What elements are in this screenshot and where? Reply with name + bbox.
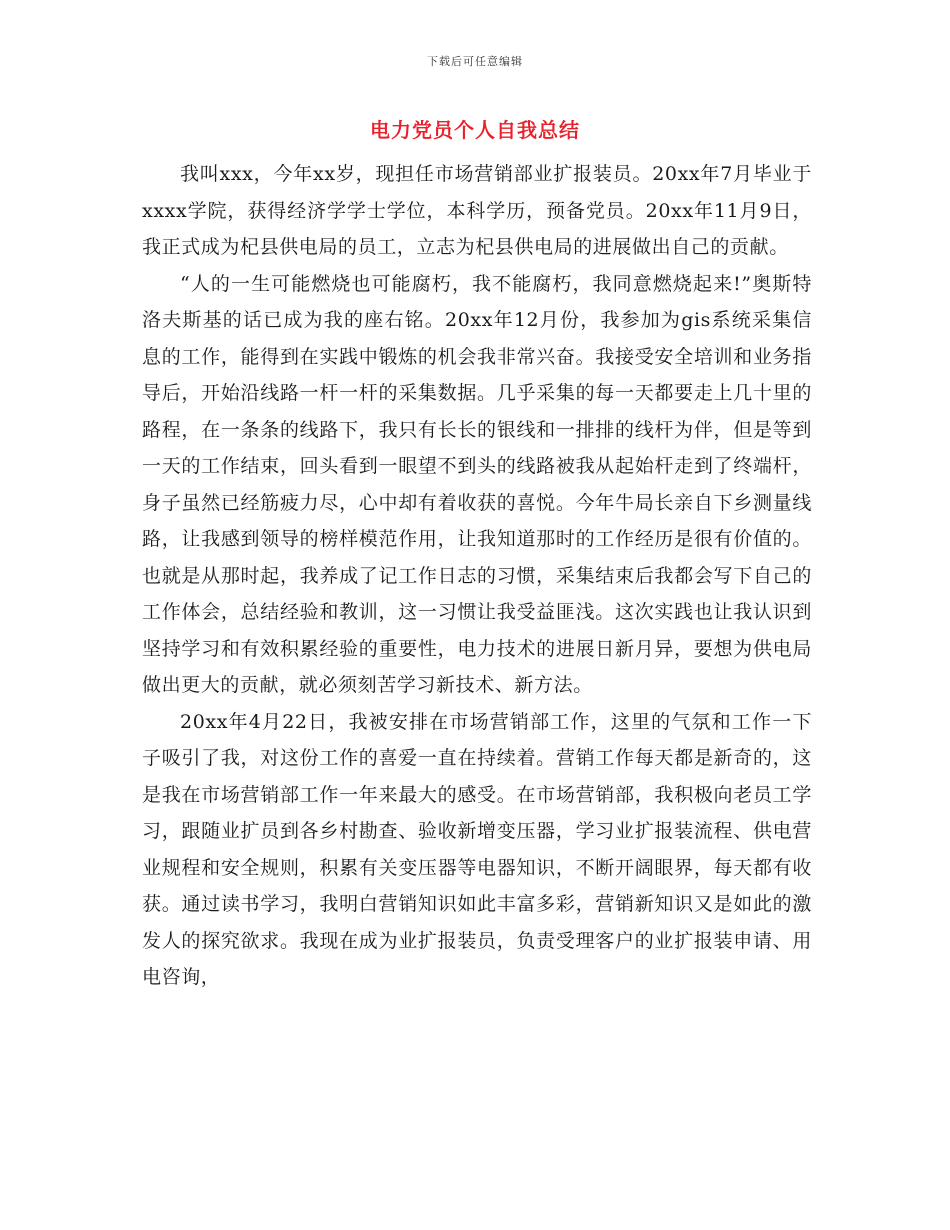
document-title: 电力党员个人自我总结	[370, 118, 580, 142]
paragraph: 20xx年4月22日，我被安排在市场营销部工作，这里的气氛和工作一下子吸引了我，对这份工作的喜爱一直在持续着。营销工作每天都是新奇的，这是我在市场营销部工作一年来最大的感受。在市场营销部，我积极向老员工学习，跟随业扩员到各乡村勘查、验收新增变压器，学习业扩报装流程、供电营业规程和安全规则，积累有关变压器等电器知识，不断开阔眼界，每天都有收获。通过读书学习，我明白营销知识如此丰富多彩，营销新知识又是如此的激发人的探究欲求。我现在成为业扩报装员，负责受理客户的业扩报装申请、用电咨询，	[142, 710, 812, 988]
paragraph: “人的一生可能燃烧也可能腐朽，我不能腐朽，我同意燃烧起来!”奥斯特洛夫斯基的话已成为我的座右铭。20xx年12月份，我参加为gis系统采集信息的工作，能得到在实践中锻炼的机会我非常兴奋。我接受安全培训和业务指导后，开始沿线路一杆一杆的采集数据。几乎采集的每一天都要走上几十里的路程，在一条条的线路下，我只有长长的银线和一排排的线杆为伴，但是等到一天的工作结束，回头看到一眼望不到头的线路被我从起始杆走到了终端杆，身子虽然已经筋疲力尽，心中却有着收获的喜悦。今年牛局长亲自下乡测量线路，让我感到领导的榜样模范作用，让我知道那时的工作经历是很有价值的。也就是从那时起，我养成了记工作日志的习惯，采集结束后我都会写下自己的工作体会，总结经验和教训，这一习惯让我受益匪浅。这次实践也让我认识到坚持学习和有效积累经验的重要性，电力技术的进展日新月异，要想为供电局做出更大的贡献，就必须刻苦学习新技术、新方法。	[142, 272, 812, 696]
paragraph: 我叫xxx，今年xx岁，现担任市场营销部业扩报装员。20xx年7月毕业于xxxx学院，获得经济学学士学位，本科学历，预备党员。20xx年11月9日，我正式成为杞县供电局的员工，立志为杞县供电局的进展做出自己的贡献。	[142, 163, 812, 258]
document-body	[142, 156, 812, 996]
header-note: 下载后可任意编辑	[427, 55, 523, 68]
